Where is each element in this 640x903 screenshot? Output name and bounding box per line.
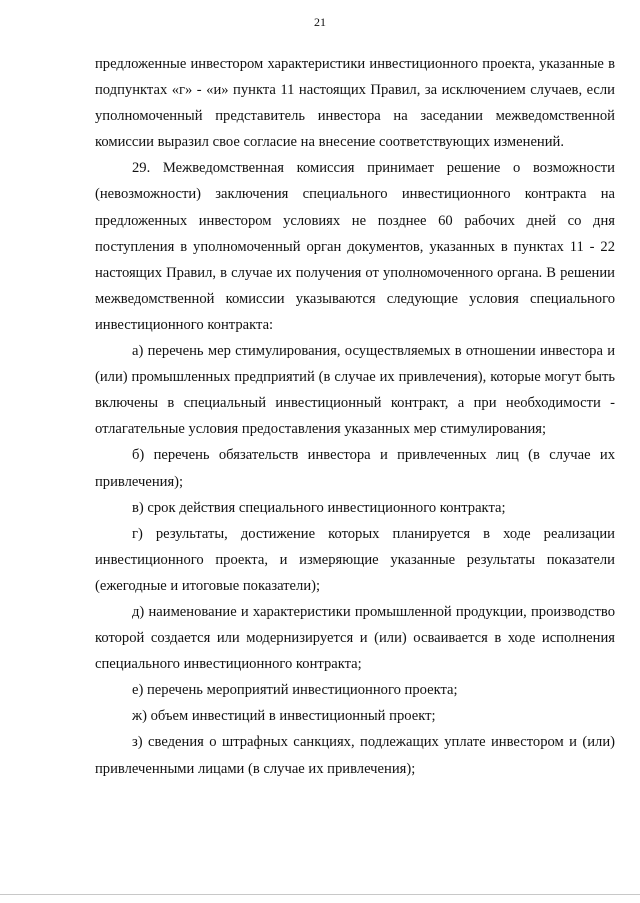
paragraph-clause-29: 29. Межведомственная комиссия принимает решение о возможности (невозможности) заключения специального инвестиционного контракта на предложенных инвестором условиях не позднее 60 рабочих дней со дня поступления в уполномоченный орган документов, указанных в пунктах 11 - 22 настоящих Правил, в случае их получения от уполномоченного органа. В решении межведомственной комиссии указываются следующие условия специального инвестиционного контракта: (95, 160, 615, 333)
list-item-e: е) перечень мероприятий инвестиционного проекта; (132, 682, 458, 699)
list-item-z: з) сведения о штрафных санкциях, подлежащих уплате инвестором и (или) привлеченными лицами (в случае их привлечения); (95, 734, 615, 777)
page-bottom-divider (0, 894, 640, 895)
document-body (95, 51, 615, 782)
list-item-a: а) перечень мер стимулирования, осуществляемых в отношении инвестора и (или) промышленных предприятий (в случае их привлечения), которые могут быть включены в специальный инвестиционный контракт, а при необходимости - отлагательные условия предоставления указанных мер стимулирования; (95, 343, 615, 438)
list-item-zh: ж) объем инвестиций в инвестиционный проект; (132, 708, 436, 725)
paragraph-continuation: предложенные инвестором характеристики инвестиционного проекта, указанные в подпунктах «г» - «и» пункта 11 настоящих Правил, за исключением случаев, если уполномоченный представитель инвестора на заседании межведомственной комиссии выразил свое согласие на внесение соответствующих изменений. (95, 56, 615, 151)
list-item-v: в) срок действия специального инвестиционного контракта; (132, 499, 506, 516)
list-item-g: г) результаты, достижение которых планируется в ходе реализации инвестиционного проекта, и измеряющие указанные результаты показатели (ежегодные и итоговые показатели); (95, 525, 615, 594)
list-item-b: б) перечень обязательств инвестора и привлеченных лиц (в случае их привлечения); (95, 447, 615, 490)
page-number: 21 (314, 15, 326, 29)
list-item-d: д) наименование и характеристики промышленной продукции, производство которой создается или модернизируется и (или) осваивается в ходе исполнения специального инвестиционного контракта; (95, 603, 615, 673)
